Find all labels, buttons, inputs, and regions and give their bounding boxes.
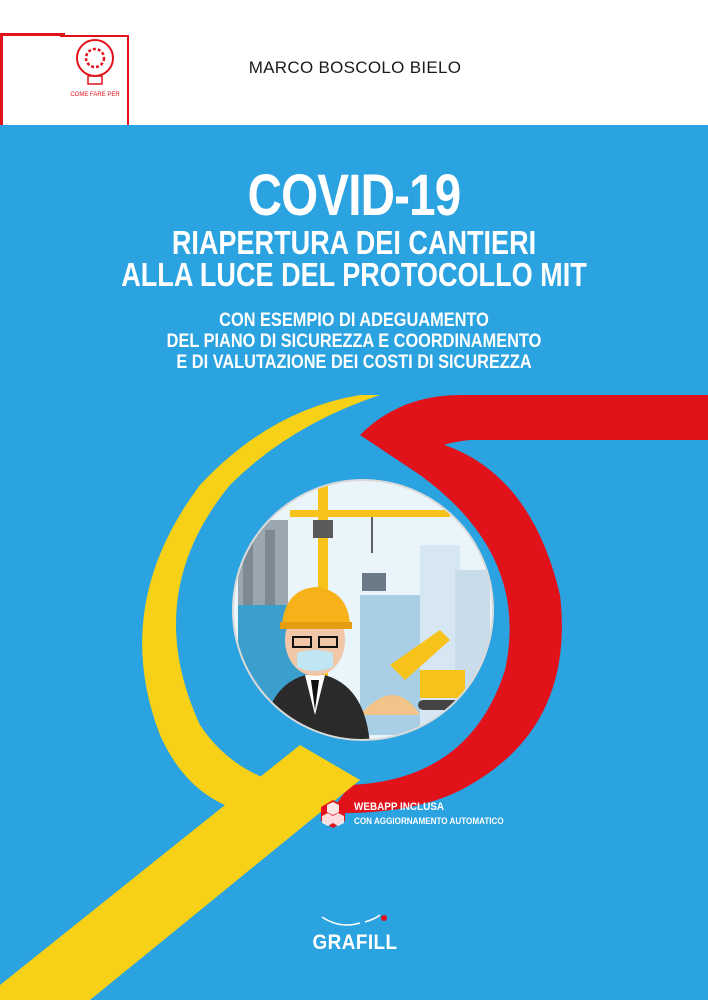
- lightbulb-icon: [77, 40, 113, 84]
- webapp-subtitle: CON AGGIORNAMENTO AUTOMATICO: [354, 816, 504, 826]
- title-line-2: RIAPERTURA DEI CANTIERI: [171, 224, 537, 261]
- cover-panel: [0, 125, 708, 1000]
- series-logo-text: COME FARE PER: [70, 92, 120, 98]
- title-main: COVID-19: [247, 163, 461, 228]
- header: [0, 0, 708, 125]
- series-logo: [0, 30, 132, 130]
- webapp-title: WEBAPP INCLUSA: [354, 801, 445, 813]
- subtitle-line-2: DEL PIANO DI SICUREZZA E COORDINAMENTO: [166, 331, 542, 352]
- webapp-badge: [318, 797, 538, 837]
- publisher-logo: [300, 913, 410, 955]
- title-line-3: ALLA LUCE DEL PROTOCOLLO MIT: [121, 256, 587, 293]
- subtitle-line-1: CON ESEMPIO DI ADEGUAMENTO: [219, 310, 489, 331]
- title-block: [0, 165, 708, 291]
- publisher-swoosh-icon: [320, 913, 390, 931]
- author-name: MARCO BOSCOLO BIELO: [248, 58, 462, 77]
- construction-illustration: [233, 480, 493, 745]
- subtitle-block: [50, 310, 659, 373]
- webapp-icon: [318, 799, 348, 833]
- publisher-name: GRAFILL: [312, 931, 398, 954]
- yellow-band-shape: [0, 745, 360, 1000]
- subtitle-line-3: E DI VALUTAZIONE DEI COSTI DI SICUREZZA: [176, 352, 532, 373]
